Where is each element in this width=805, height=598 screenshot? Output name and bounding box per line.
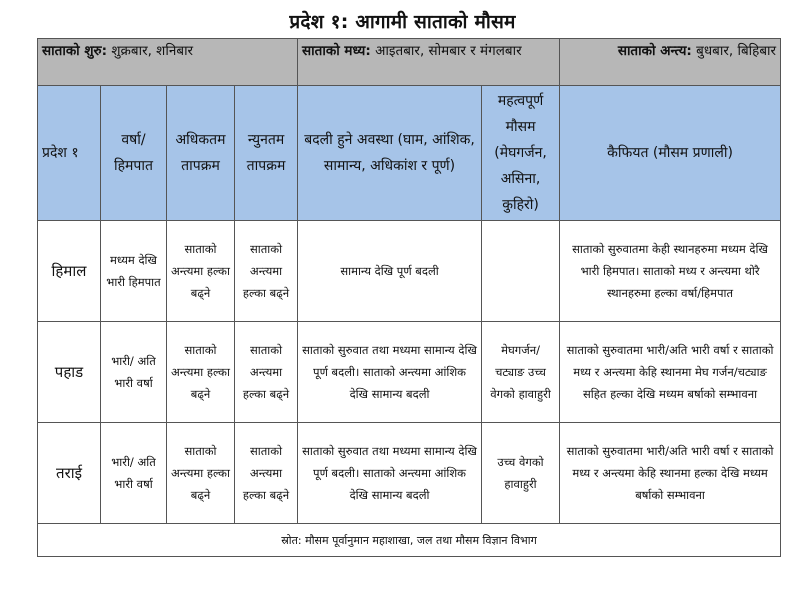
max-temp-cell: साताको अन्त्यमा हल्का बढ्ने	[167, 221, 235, 322]
table-row	[38, 322, 781, 423]
week-mid-label: साताको मध्य:	[302, 43, 371, 59]
header-row	[38, 86, 781, 221]
week-start-value: शुक्रबार, शनिबार	[111, 43, 194, 59]
cloud-change-cell: साताको सुरुवात तथा मध्यमा सामान्य देखि पूर्ण बदली। साताको अन्त्यमा आंशिक देखि सामान्य बदली	[298, 423, 482, 524]
header-province: प्रदेश १	[38, 86, 101, 221]
header-max-temp: अधिकतम तापक्रम	[167, 86, 235, 221]
week-mid-value: आइतबार, सोमबार र मंगलबार	[375, 43, 522, 59]
table-row	[38, 423, 781, 524]
source-note: स्रोत: मौसम पूर्वानुमान महाशाखा, जल तथा मौसम विज्ञान विभाग	[38, 524, 781, 557]
week-end-cell	[560, 39, 781, 86]
remarks-cell: साताको सुरुवातमा केही स्थानहरुमा मध्यम देखि भारी हिमपात। साताको मध्य र अन्त्यमा थोरै स्थानहरुमा हल्का वर्षा/हिमपात	[560, 221, 781, 322]
header-cloud-change: बदली हुने अवस्था (घाम, आंशिक, सामान्य, अधिकांश र पूर्ण)	[298, 86, 482, 221]
important-weather-cell: उच्च वेगको हावाहुरी	[482, 423, 560, 524]
rain-cell: भारी/ अति भारी वर्षा	[101, 322, 167, 423]
cloud-change-cell: सामान्य देखि पूर्ण बदली	[298, 221, 482, 322]
header-rain: वर्षा/ हिमपात	[101, 86, 167, 221]
cloud-change-cell: साताको सुरुवात तथा मध्यमा सामान्य देखि पूर्ण बदली। साताको अन्त्यमा आंशिक देखि सामान्य बदली	[298, 322, 482, 423]
important-weather-cell: मेघगर्जन/ चट्याङ उच्च वेगको हावाहुरी	[482, 322, 560, 423]
important-weather-cell	[482, 221, 560, 322]
week-end-label: साताको अन्त्य:	[617, 43, 692, 59]
region-cell: तराई	[38, 423, 101, 524]
region-cell: पहाड	[38, 322, 101, 423]
rain-cell: मध्यम देखि भारी हिमपात	[101, 221, 167, 322]
header-important-weather: महत्वपूर्ण मौसम (मेघगर्जन, असिना, कुहिरो)	[482, 86, 560, 221]
week-mid-cell	[298, 39, 560, 86]
remarks-cell: साताको सुरुवातमा भारी/अति भारी वर्षा र साताको मध्य र अन्त्यमा केहि स्थानमा मेघ गर्जन/चट्याङ सहित हल्का देखि मध्यम बर्षाको सम्भावना	[560, 322, 781, 423]
rain-cell: भारी/ अति भारी वर्षा	[101, 423, 167, 524]
remarks-cell: साताको सुरुवातमा भारी/अति भारी वर्षा र साताको मध्य र अन्त्यमा केहि स्थानमा हल्का देखि मध्यम बर्षाको सम्भावना	[560, 423, 781, 524]
header-remarks: कैफियत (मौसम प्रणाली)	[560, 86, 781, 221]
max-temp-cell: साताको अन्त्यमा हल्का बढ्ने	[167, 322, 235, 423]
min-temp-cell: साताको अन्त्यमा हल्का बढ्ने	[235, 423, 298, 524]
source-row	[38, 524, 781, 557]
week-start-label: साताको शुरु:	[42, 43, 108, 59]
min-temp-cell: साताको अन्त्यमा हल्का बढ्ने	[235, 221, 298, 322]
min-temp-cell: साताको अन्त्यमा हल्का बढ्ने	[235, 322, 298, 423]
table-row	[38, 221, 781, 322]
week-periods-row	[38, 39, 781, 86]
region-cell: हिमाल	[38, 221, 101, 322]
week-start-cell	[38, 39, 298, 86]
header-min-temp: न्युनतम तापक्रम	[235, 86, 298, 221]
page-title: प्रदेश १: आगामी साताको मौसम	[289, 11, 516, 33]
forecast-table	[37, 38, 781, 557]
max-temp-cell: साताको अन्त्यमा हल्का बढ्ने	[167, 423, 235, 524]
week-end-value: बुधबार, बिहिबार	[696, 43, 777, 59]
